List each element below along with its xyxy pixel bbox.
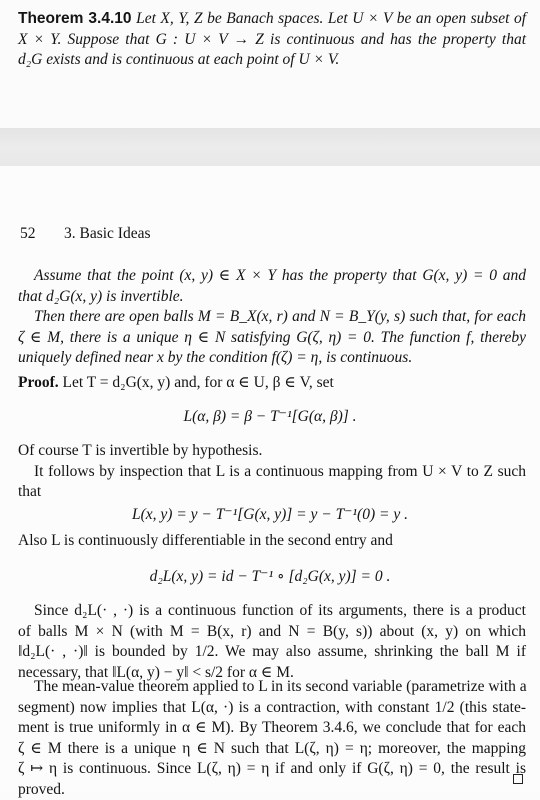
proof-p5-line-6: proved. bbox=[18, 780, 526, 800]
proof-p5-line-1: The mean-value theorem applied to L in its second variable (parametrize with a bbox=[18, 677, 526, 698]
proof-p5-line-3: ment is true uniformly in α ∈ M). By Theorem 3.4.6, we conclude that for each bbox=[18, 718, 526, 739]
proof-heading: Proof. bbox=[18, 374, 59, 391]
theorem-continuation bbox=[18, 266, 526, 369]
equation-d2L: d₂L(x, y) = id − T⁻¹ ∘ [d₂G(x, y)] = 0 . bbox=[0, 567, 540, 588]
theorem-heading: Theorem 3.4.10 bbox=[18, 10, 132, 27]
equation-L-fixed-point: L(x, y) = y − T⁻¹[G(x, y)] = y − T⁻¹(0) = y . bbox=[0, 505, 540, 526]
statement-line-5: uniquely defined near x by the condition f(ζ) = η, is continuous. bbox=[18, 348, 526, 369]
proof-paragraph-4 bbox=[18, 601, 526, 683]
statement-line-1: Assume that the point (x, y) ∈ X × Y has the property that G(x, y) = 0 and bbox=[18, 266, 526, 287]
statement-line-2: that d₂G(x, y) is invertible. bbox=[18, 287, 526, 308]
proof-p4-line-3: ‖d₂L(· , ·)‖ is bounded by 1/2. We may also assume, shrinking the ball M if bbox=[18, 642, 526, 663]
equation-L-definition: L(α, β) = β − T⁻¹[G(α, β)] . bbox=[0, 407, 540, 428]
proof-paragraph-3 bbox=[18, 531, 526, 552]
proof-p4-line-4: necessary, that ‖L(α, y) − y‖ < s/2 for α ∈ M. bbox=[18, 663, 526, 684]
statement-line-3: Then there are open balls M = B_X(x, r) and N = B_Y(y, s) such that, for each bbox=[18, 307, 526, 328]
proof-p2-line-2: that bbox=[18, 482, 526, 503]
theorem-line-3: d₂G exists and is continuous at each point of U × V. bbox=[18, 50, 526, 71]
proof-p5-line-4: ζ ∈ M there is a unique η ∈ N such that L(ζ, η) = η; moreover, the mapping bbox=[18, 739, 526, 760]
page-number: 52 bbox=[20, 224, 36, 245]
proof-p5-line-2: segment) now implies that L(α, ·) is a contraction, with constant 1/2 (this state- bbox=[18, 698, 526, 719]
page-break-gap bbox=[0, 128, 540, 166]
proof-p4-line-1: Since d₂L(· , ·) is a continuous function of its arguments, there is a product bbox=[18, 601, 526, 622]
qed-square-icon bbox=[513, 774, 523, 784]
theorem-statement bbox=[18, 9, 526, 71]
proof-paragraph-5 bbox=[18, 677, 526, 800]
proof-paragraph-1 bbox=[18, 441, 526, 503]
theorem-line-2: X × Y. Suppose that G : U × V → Z is continuous and has the property that bbox=[18, 30, 526, 51]
statement-line-4: ζ ∈ M, there is a unique η ∈ N satisfying G(ζ, η) = 0. The function f, thereby bbox=[18, 328, 526, 349]
chapter-title: 3. Basic Ideas bbox=[64, 224, 151, 245]
proof-p2-line-1: It follows by inspection that L is a continuous mapping from U × V to Z such bbox=[18, 462, 526, 483]
proof-intro-text: Let T = d₂G(x, y) and, for α ∈ U, β ∈ V, set bbox=[62, 374, 333, 391]
theorem-line-1: Let X, Y, Z be Banach spaces. Let U × V be an open subset of bbox=[136, 10, 526, 27]
proof-intro bbox=[18, 373, 526, 394]
proof-p3-text: Also L is continuously differentiable in the second entry and bbox=[18, 531, 526, 552]
proof-p4-line-2: of balls M × N (with M = B(x, r) and N = B(y, s)) about (x, y) on which bbox=[18, 622, 526, 643]
proof-p5-line-5: ζ ↦ η is continuous. Since L(ζ, η) = η if and only if G(ζ, η) = 0, the result is bbox=[18, 759, 526, 780]
proof-p1-text: Of course T is invertible by hypothesis. bbox=[18, 441, 526, 462]
